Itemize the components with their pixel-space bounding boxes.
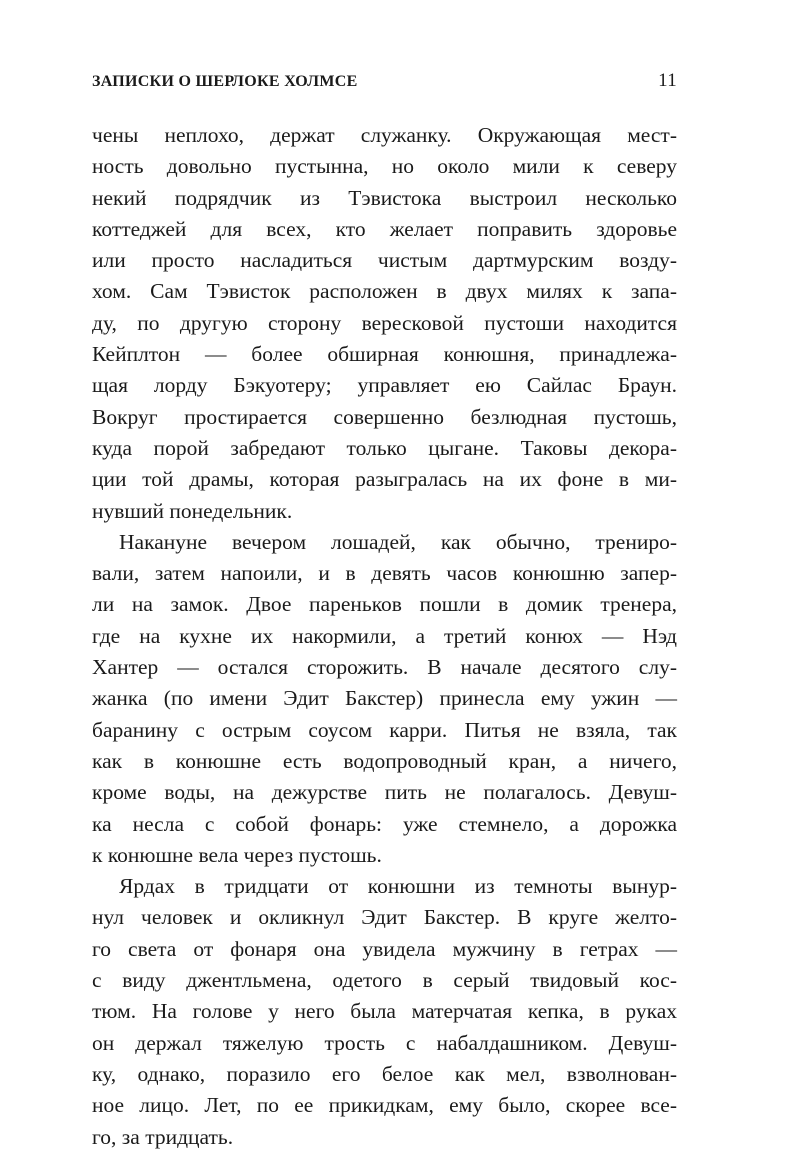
text-line: Вокруг простирается совершенно безлюдная пустошь,	[92, 404, 677, 429]
text-line: Ярдах в тридцати от конюшни из темноты вынyр-	[119, 874, 677, 899]
text-line: где на кухне их накормили, а третий конюх — Нэд	[92, 623, 677, 648]
running-title: ЗАПИСКИ О ШЕРЛОКЕ ХОЛМСЕ	[92, 73, 358, 90]
text-line: баранину с острым соусом карри. Питья не взяла, так	[92, 717, 677, 742]
text-line: го, за тридцать.	[92, 1124, 234, 1149]
text-line: он держал тяжелую трость с набалдашником. Девуш-	[92, 1030, 677, 1055]
text-line: как в конюшне есть водопроводный кран, а ничего,	[92, 748, 677, 773]
text-line: чены неплохо, держат служанку. Окружающая мест-	[92, 123, 677, 147]
text-line: кроме воды, на дежурстве пить не полагалось. Девуш-	[92, 780, 677, 805]
text-line: Накануне вечером лошадей, как обычно, трениро-	[119, 529, 677, 554]
text-line: ность довольно пустынна, но около мили к северу	[92, 154, 677, 179]
paragraph	[92, 527, 677, 871]
body-text	[92, 120, 677, 1153]
text-line: некий подрядчик из Тэвистока выстроил несколько	[92, 185, 677, 210]
text-line: ное лицо. Лет, по ее прикидкам, ему было, скорее все-	[92, 1093, 677, 1118]
paragraph	[92, 871, 677, 1153]
text-line: к конюшне вела через пустошь.	[92, 842, 382, 867]
text-line: коттеджей для всех, кто желает поправить здоровье	[92, 216, 677, 241]
text-line: щая лорду Бэкуотеру; управляет ею Сайлас Браун.	[92, 373, 677, 398]
text-line: с виду джентльмена, одетого в серый твидовый кос-	[92, 968, 677, 993]
page-number: 11	[658, 70, 677, 91]
text-line: Кейплтон — более обширная конюшня, принадлежа-	[92, 342, 677, 367]
paragraph	[92, 120, 677, 527]
text-line: хом. Сам Тэвисток расположен в двух милях к запа-	[92, 279, 677, 304]
text-line: жанка (по имени Эдит Бакстер) принесла ему ужин —	[92, 686, 677, 711]
text-line: вали, затем напоили, и в девять часов конюшню запер-	[92, 561, 677, 586]
text-line: нувший понедельник.	[92, 498, 293, 523]
running-head	[92, 70, 677, 100]
text-line: ду, по другую сторону вересковой пустоши находится	[92, 310, 677, 335]
text-line: ли на замок. Двое пареньков пошли в домик тренера,	[92, 592, 677, 617]
text-line: ку, однако, поразило его белое как мел, взволнован-	[92, 1061, 677, 1086]
book-page	[92, 70, 677, 1153]
text-line: нул человек и окликнул Эдит Бакстер. В круге желто-	[92, 905, 677, 930]
text-line: Хантер — остался сторожить. В начале десятого слу-	[92, 655, 677, 680]
text-line: или просто насладиться чистым дартмурским возду-	[92, 248, 677, 273]
text-line: тюм. На голове у него была матерчатая кепка, в руках	[92, 999, 677, 1024]
text-line: куда порой забредают только цыгане. Таковы декора-	[92, 435, 677, 460]
text-line: ции той драмы, которая разыгралась на их фоне в ми-	[92, 467, 677, 492]
text-line: ка несла с собой фонарь: уже стемнело, а дорожка	[92, 811, 677, 836]
text-line: го света от фонаря она увидела мужчину в гетрах —	[92, 936, 677, 961]
